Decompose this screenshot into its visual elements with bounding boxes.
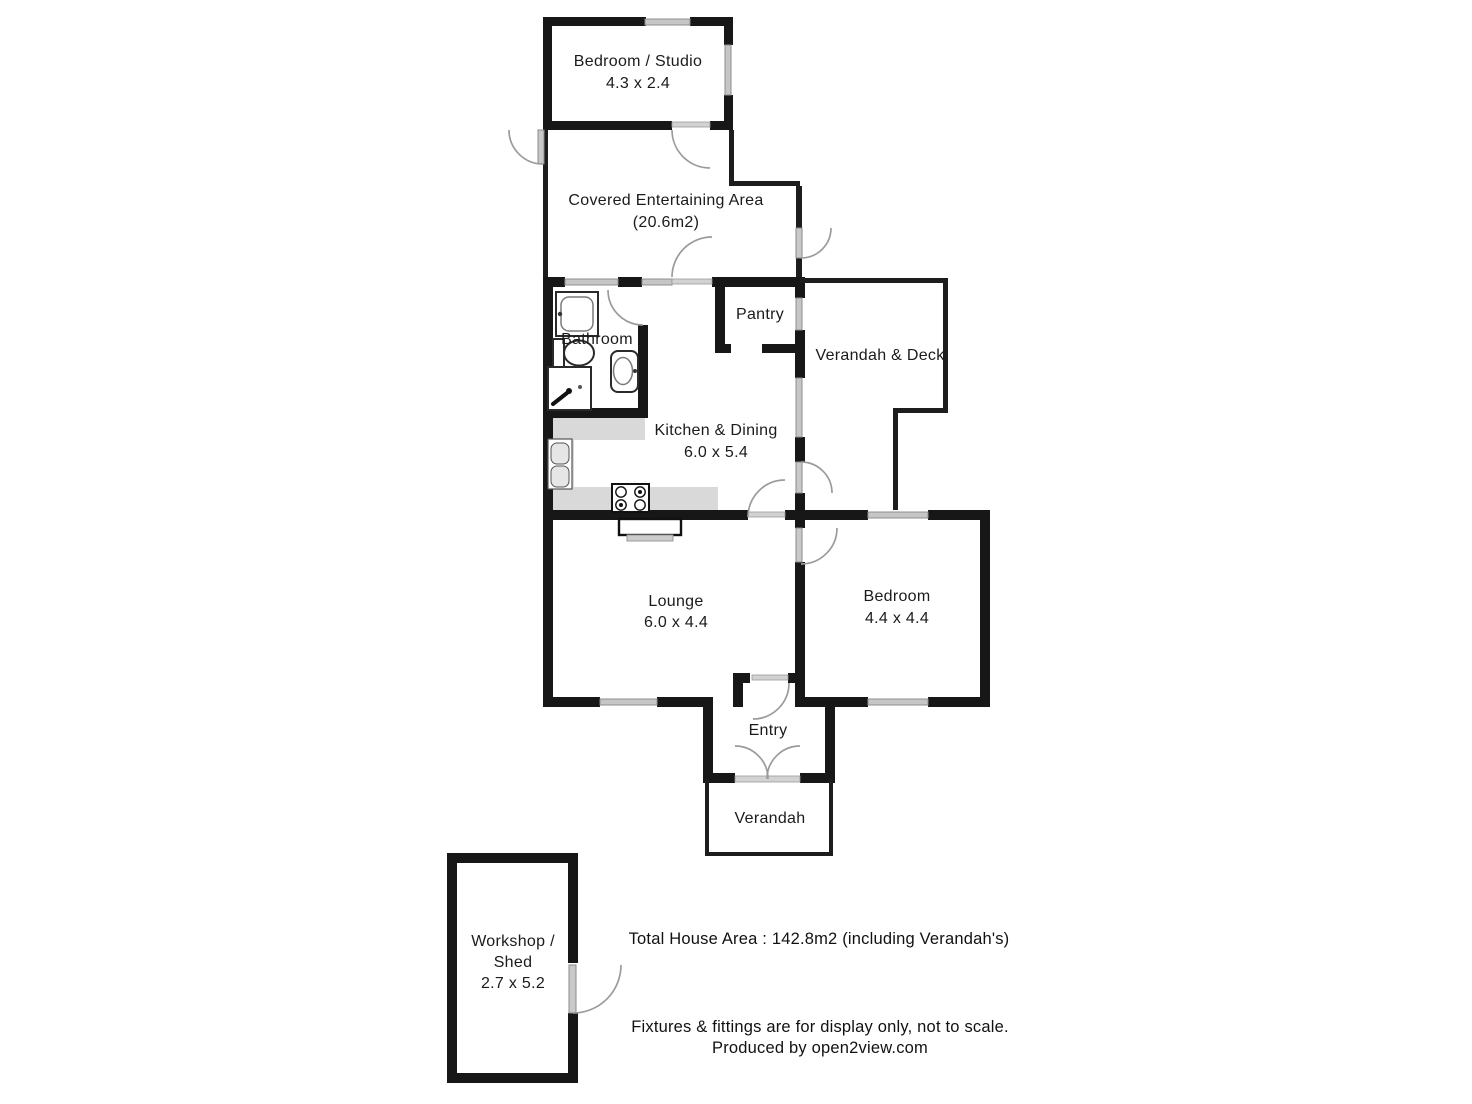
fireplace-icon <box>619 519 681 541</box>
deck-walls <box>800 278 948 510</box>
room-label-bathroom: Bathroom <box>561 331 633 348</box>
studio-walls <box>543 17 733 130</box>
room-label-bedroom: Bedroom <box>863 588 931 605</box>
stove-icon <box>612 484 649 512</box>
room-label-verandah: Verandah <box>734 810 806 827</box>
room-label-entry: Entry <box>748 722 788 739</box>
room-label-workshop-line2: Shed <box>493 954 533 971</box>
room-label-pantry: Pantry <box>735 306 785 323</box>
room-label-workshop-line1: Workshop / <box>471 933 555 950</box>
room-label-lounge: Lounge <box>648 593 704 610</box>
basin-icon <box>611 351 638 392</box>
room-dims-bedroom-studio: 4.3 x 2.4 <box>605 75 671 92</box>
room-dims-bedroom: 4.4 x 4.4 <box>864 610 930 627</box>
credit-text: Produced by open2view.com <box>712 1039 928 1057</box>
disclaimer-text: Fixtures & fittings are for display only, not to scale. <box>631 1018 1009 1036</box>
double-sink-icon <box>548 439 572 489</box>
room-dims-workshop: 2.7 x 5.2 <box>480 975 546 992</box>
room-dims-kitchen-dining: 6.0 x 5.4 <box>683 444 749 461</box>
door-swings <box>509 122 837 1013</box>
room-label-covered-area: Covered Entertaining Area <box>568 192 764 209</box>
room-dims-lounge: 6.0 x 4.4 <box>643 614 709 631</box>
shower-icon <box>548 367 591 410</box>
room-label-verandah-deck: Verandah & Deck <box>815 347 945 364</box>
room-label-bedroom-studio: Bedroom / Studio <box>573 53 703 70</box>
laundry-tub-icon <box>556 292 598 336</box>
room-dims-covered-area: (20.6m2) <box>632 214 700 231</box>
total-house-area-text: Total House Area : 142.8m2 (including Verandah's) <box>628 930 1010 948</box>
room-label-kitchen-dining: Kitchen & Dining <box>654 422 778 439</box>
bathroom-fixtures <box>548 292 638 410</box>
